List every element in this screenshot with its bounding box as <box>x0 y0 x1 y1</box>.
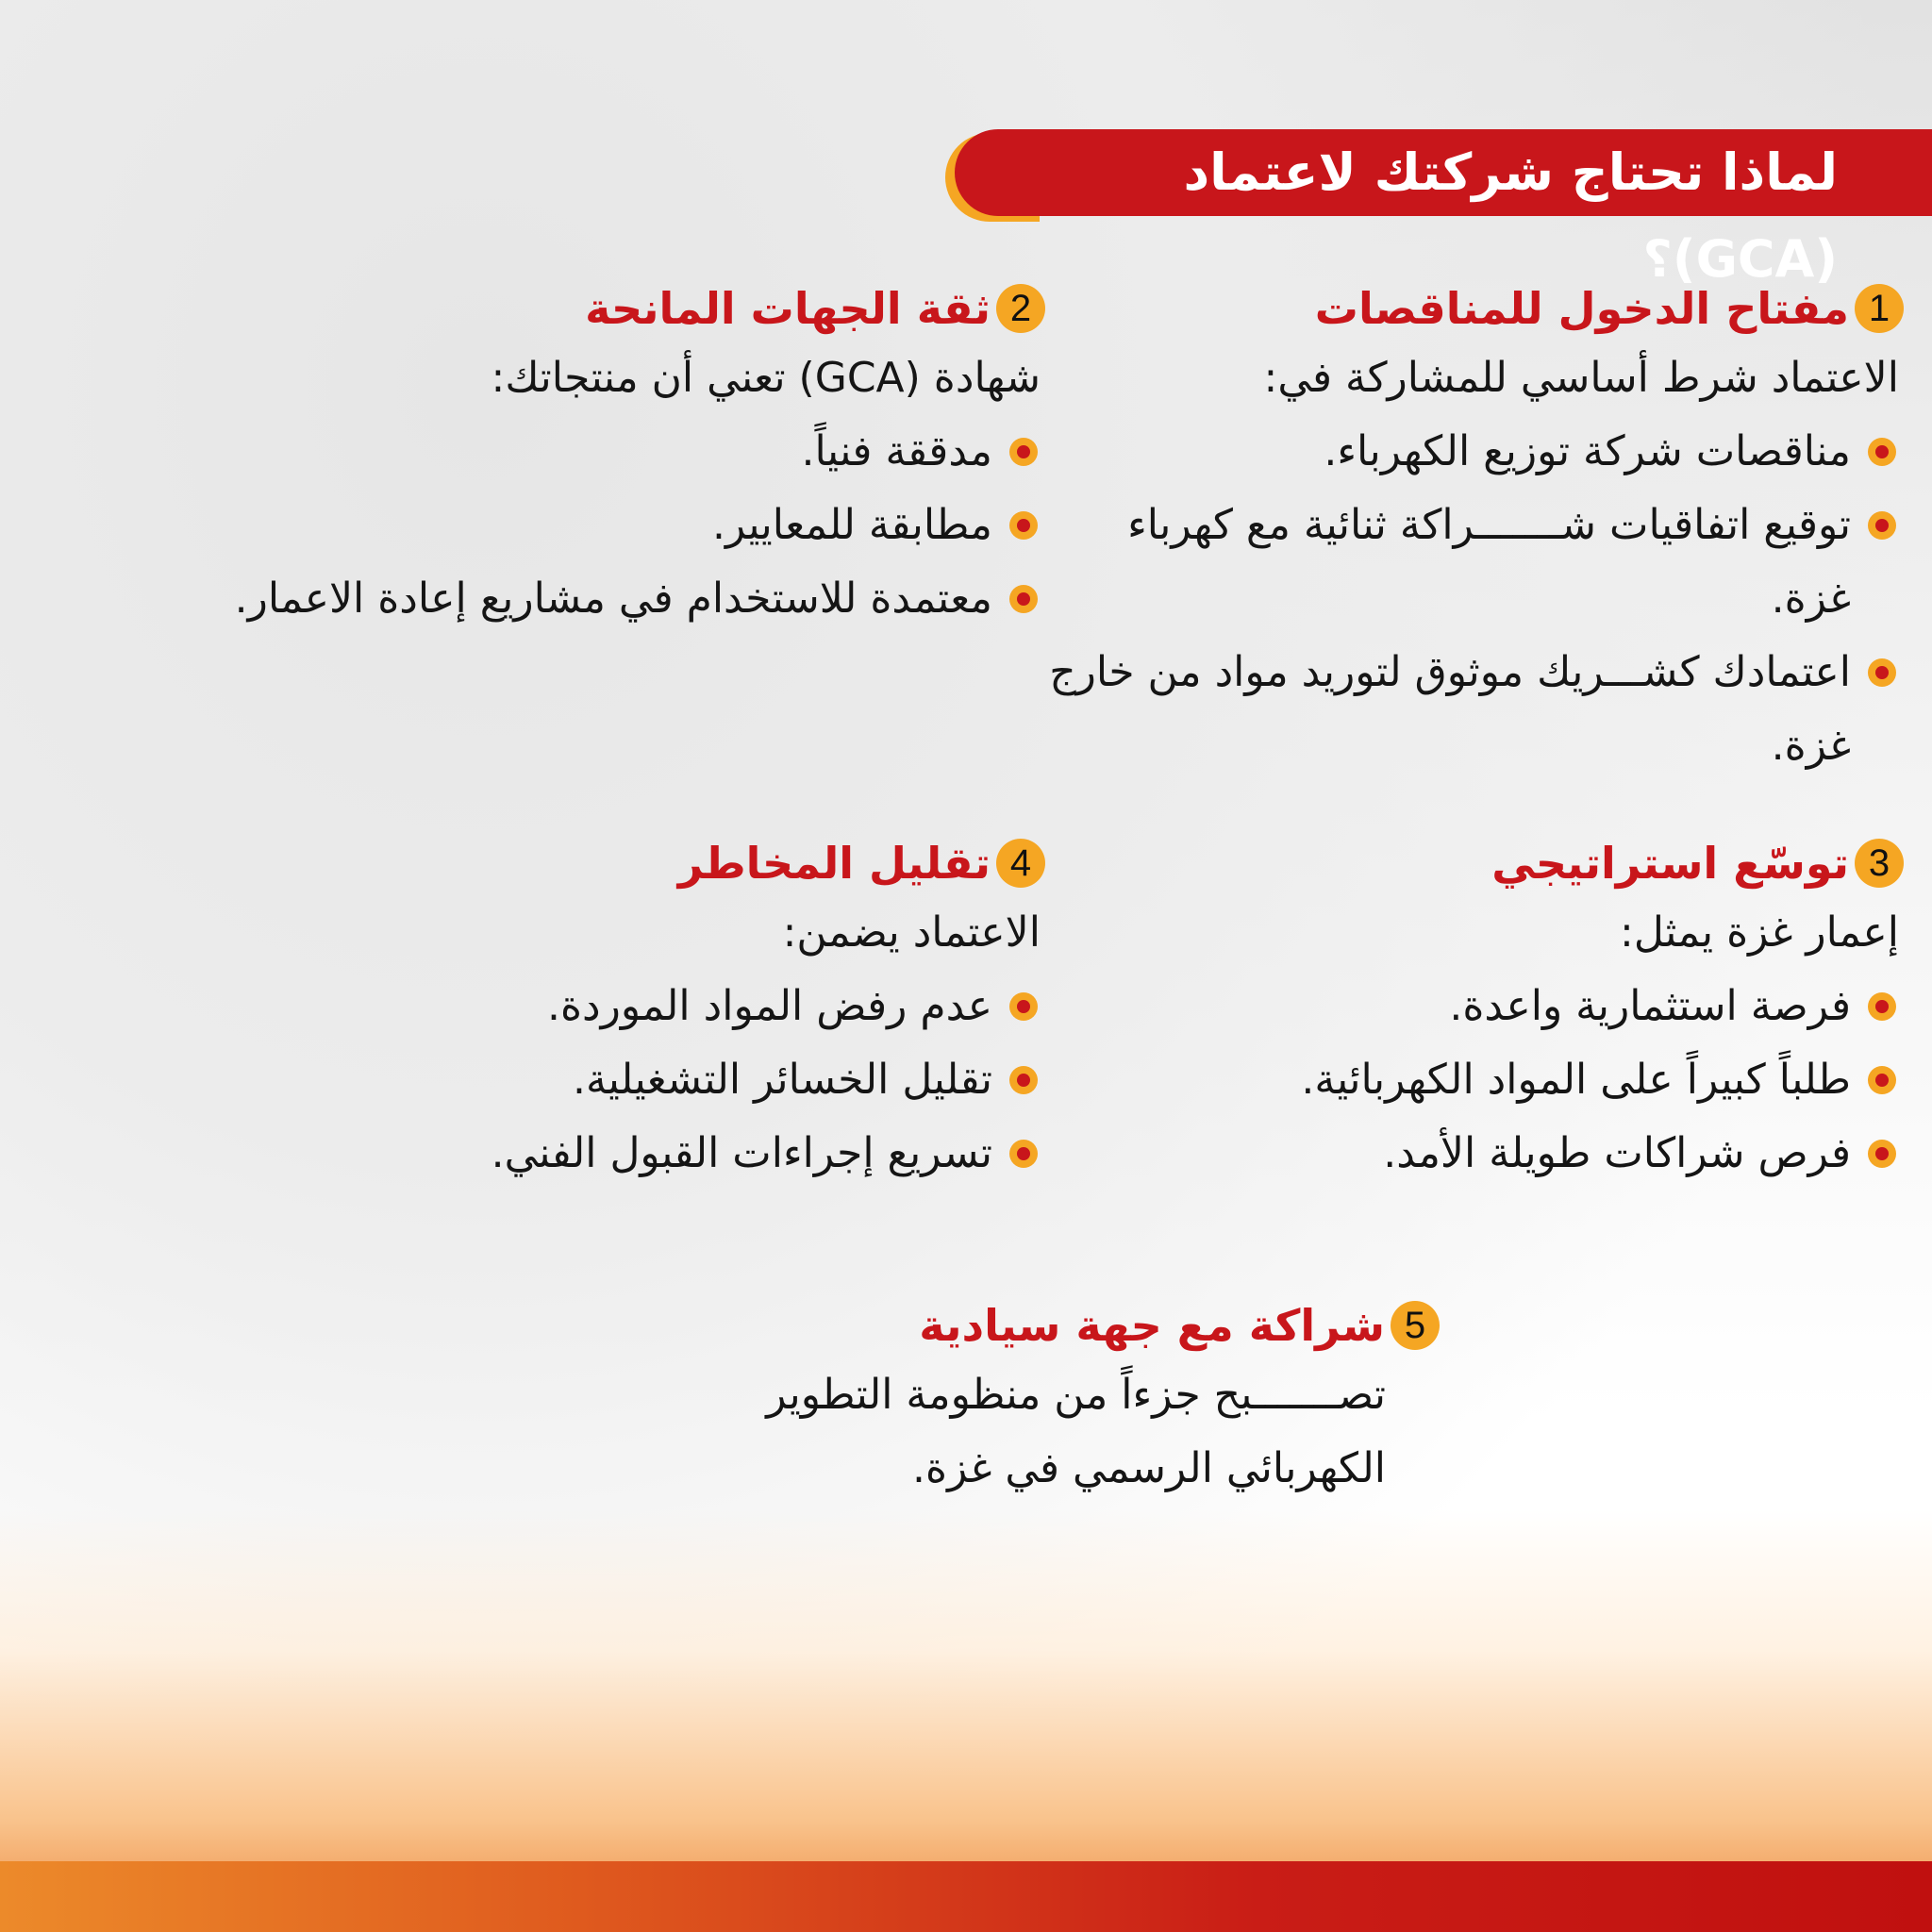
section-4 <box>196 830 1045 1191</box>
number-badge: 2 <box>996 284 1045 333</box>
list-item: معتمدة للاستخدام في مشاريع إعادة الاعمار. <box>74 562 1045 636</box>
bottom-gradient-bar <box>0 1861 1932 1932</box>
title-banner <box>945 129 1932 289</box>
bullet-icon <box>1868 438 1896 466</box>
number-badge: 4 <box>996 839 1045 888</box>
list-item: مناقصات شركة توزيع الكهرباء. <box>1036 415 1904 489</box>
section-title: ثقة الجهات المانحة <box>585 283 991 334</box>
section-title: تقليل المخاطر <box>677 838 991 889</box>
list-item: فرصة استثمارية واعدة. <box>1036 970 1904 1043</box>
bullet-icon <box>1009 992 1038 1021</box>
list-item: تسريع إجراءات القبول الفني. <box>196 1117 1045 1191</box>
section-2 <box>74 275 1045 636</box>
list-item: تقليل الخسائر التشغيلية. <box>196 1043 1045 1117</box>
bullet-icon <box>1868 511 1896 540</box>
number-badge: 1 <box>1855 284 1904 333</box>
section-3 <box>1036 830 1904 1191</box>
section-1 <box>1036 275 1904 783</box>
list-item: توقيع اتفاقيات شـــــــراكة ثنائية مع كهرباء غزة. <box>1036 489 1904 636</box>
bullet-icon <box>1009 438 1038 466</box>
bullet-icon <box>1868 992 1896 1021</box>
section-title: مفتاح الدخول للمناقصات <box>1314 283 1849 334</box>
section-body: تصـــــــبح جزءاً من منظومة التطوير الكهربائي الرسمي في غزة. <box>766 1371 1386 1492</box>
section-title: توسّع استراتيجي <box>1491 838 1849 889</box>
bullet-icon <box>1009 1066 1038 1094</box>
section-intro: الاعتماد يضمن: <box>782 908 1041 957</box>
list-item: مطابقة للمعايير. <box>74 489 1045 562</box>
section-intro: شهادة (GCA) تعني أن منتجاتك: <box>491 354 1041 402</box>
bullet-icon <box>1868 1066 1896 1094</box>
list-item: اعتمادك كشـــريك موثوق لتوريد مواد من خارج غزة. <box>1036 636 1904 783</box>
section-5 <box>628 1292 1440 1506</box>
number-badge: 3 <box>1855 839 1904 888</box>
section-title: شراكة مع جهة سيادية <box>919 1300 1385 1351</box>
list-item: مدققة فنياً. <box>74 415 1045 489</box>
bullet-icon <box>1009 511 1038 540</box>
list-item: عدم رفض المواد الموردة. <box>196 970 1045 1043</box>
list-item: طلباً كبيراً على المواد الكهربائية. <box>1036 1043 1904 1117</box>
bullet-icon <box>1868 1140 1896 1168</box>
section-intro: إعمار غزة يمثل: <box>1620 908 1899 957</box>
bullet-icon <box>1868 658 1896 687</box>
number-badge: 5 <box>1391 1301 1440 1350</box>
list-item: فرص شراكات طويلة الأمد. <box>1036 1117 1904 1191</box>
page-title: لماذا تحتاج شركتك لاعتماد (GCA)؟ <box>1183 142 1838 289</box>
bullet-icon <box>1009 585 1038 613</box>
section-intro: الاعتماد شرط أساسي للمشاركة في: <box>1263 354 1899 402</box>
bullet-icon <box>1009 1140 1038 1168</box>
